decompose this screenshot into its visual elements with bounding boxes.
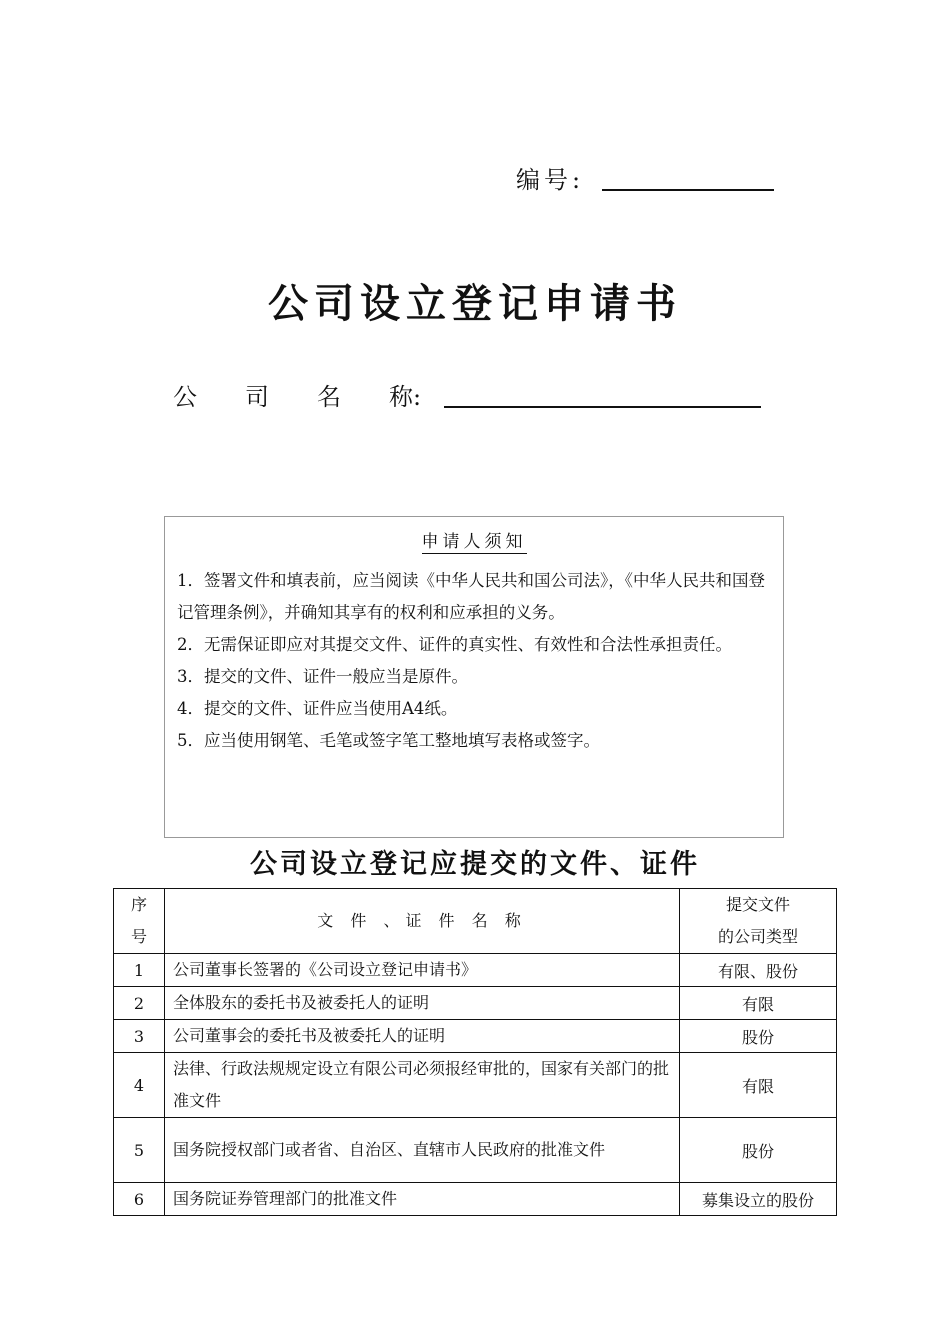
row-name: 国务院证券管理部门的批准文件 xyxy=(165,1183,680,1216)
row-type: 有限 xyxy=(680,987,837,1020)
notice-item: 2．无需保证即应对其提交文件、证件的真实性、有效性和合法性承担责任。 xyxy=(177,635,732,654)
row-type: 有限、股份 xyxy=(680,954,837,987)
company-name-label-char: 司 xyxy=(245,383,269,411)
header-name: 文 件 、证 件 名 称 xyxy=(165,889,680,954)
row-name: 国务院授权部门或者省、自治区、直辖市人民政府的批准文件 xyxy=(165,1118,680,1183)
page-title: 公司设立登记申请书 xyxy=(268,281,682,327)
notice-list xyxy=(177,565,777,757)
table-row xyxy=(114,987,837,1020)
company-name-label-char: 名 xyxy=(317,383,341,411)
row-num: 5 xyxy=(114,1118,165,1183)
notice-item: 1．签署文件和填表前，应当阅读《中华人民共和国公司法》，《中华人民共和国登记管理条例》，并确知其享有的权利和应承担的义务。 xyxy=(177,571,765,622)
row-name: 公司董事会的委托书及被委托人的证明 xyxy=(165,1020,680,1053)
notice-item: 4．提交的文件、证件应当使用A4纸。 xyxy=(177,699,458,718)
row-type: 有限 xyxy=(680,1053,837,1118)
serial-number-field[interactable] xyxy=(602,189,774,191)
table-row xyxy=(114,954,837,987)
row-num: 4 xyxy=(114,1053,165,1118)
table-row xyxy=(114,1183,837,1216)
table-row xyxy=(114,1118,837,1183)
company-name-label-char: 称: xyxy=(389,383,422,411)
row-num: 2 xyxy=(114,987,165,1020)
row-num: 3 xyxy=(114,1020,165,1053)
row-name: 公司董事长签署的《公司设立登记申请书》 xyxy=(165,954,680,987)
notice-title: 申请人须知 xyxy=(421,532,527,552)
notice-item: 3．提交的文件、证件一般应当是原件。 xyxy=(177,667,468,686)
header-num: 序 号 xyxy=(114,889,165,954)
row-name: 全体股东的委托书及被委托人的证明 xyxy=(165,987,680,1020)
notice-item: 5．应当使用钢笔、毛笔或签字笔工整地填写表格或签字。 xyxy=(177,731,600,750)
documents-table xyxy=(113,888,837,1216)
row-name: 法律、行政法规规定设立有限公司必须报经审批的，国家有关部门的批准文件 xyxy=(165,1053,680,1118)
row-type: 股份 xyxy=(680,1020,837,1053)
table-row xyxy=(114,1020,837,1053)
company-name-label-char: 公 xyxy=(173,383,197,411)
row-type: 募集设立的股份 xyxy=(680,1183,837,1216)
table-header-row xyxy=(114,889,837,954)
row-type: 股份 xyxy=(680,1118,837,1183)
serial-number-label: 编号: xyxy=(516,166,585,194)
row-num: 1 xyxy=(114,954,165,987)
company-name-label xyxy=(173,377,421,412)
row-num: 6 xyxy=(114,1183,165,1216)
company-name-field[interactable] xyxy=(444,406,761,408)
table-row xyxy=(114,1053,837,1118)
header-type: 提交文件 的公司类型 xyxy=(680,889,837,954)
docs-section-title: 公司设立登记应提交的文件、证件 xyxy=(250,849,700,880)
applicant-notice-box xyxy=(164,516,784,838)
